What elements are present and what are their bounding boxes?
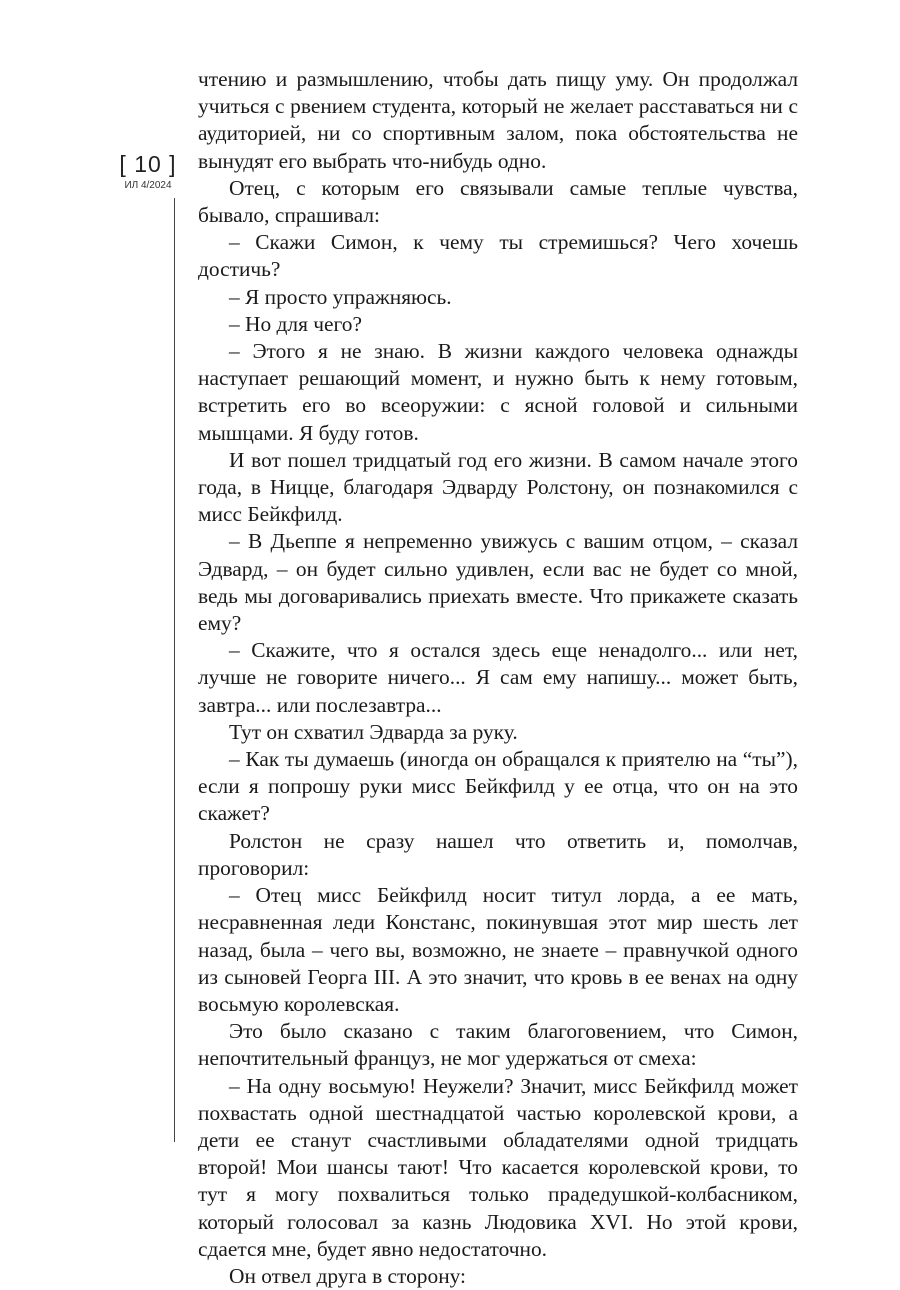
paragraph: Отец, с которым его связывали самые теплые чувства, бывало, спрашивал: bbox=[198, 175, 798, 228]
issue-label: ИЛ 4/2024 bbox=[124, 180, 172, 191]
paragraph: Он отвел друга в сторону: bbox=[229, 1263, 466, 1288]
page-number: [ 10 ] bbox=[119, 151, 177, 177]
paragraph-continued: чтению и размышлению, чтобы дать пищу уму. Он продолжал учиться с рвением студента, который не желает расставаться ни с аудиторией, ни со спортивным залом, пока обстоятельства не вынудят его выбрать что-нибудь одно. bbox=[198, 67, 798, 173]
paragraph: И вот пошел тридцатый год его жизни. В самом начале этого года, в Ницце, благодаря Эдварду Ролстону, он познакомился с мисс Бейкфилд. bbox=[198, 447, 798, 527]
dialogue-line: – Этого я не знаю. В жизни каждого человека однажды наступает решающий момент, и нужно быть к нему готовым, встретить его во всеоружии: с ясной головой и сильными мышцами. Я буду готов. bbox=[198, 339, 798, 445]
paragraph: Тут он схватил Эдварда за руку. bbox=[229, 719, 518, 744]
paragraph: Это было сказано с таким благоговением, что Симон, непочтительный француз, не мог удержаться от смеха: bbox=[198, 1019, 798, 1071]
margin-rule bbox=[174, 198, 175, 1142]
dialogue-line: – Скажи Симон, к чему ты стремишься? Чего хочешь достичь? bbox=[198, 230, 798, 282]
paragraph: Ролстон не сразу нашел что ответить и, помолчав, проговорил: bbox=[198, 828, 798, 880]
dialogue-line: – Как ты думаешь (иногда он обращался к приятелю на “ты”), если я попрошу руки мисс Бейкфилд у ее отца, что он на это скажет? bbox=[198, 747, 798, 826]
page-marker bbox=[108, 150, 188, 192]
text-column bbox=[198, 66, 798, 1290]
dialogue-line: – На одну восьмую! Неужели? Значит, мисс Бейкфилд может похвастать одной шестнадцатой частью королевской крови, а дети ее станут счастливыми обладателями одной тридцать второй! Мои шансы тают! Что касается королевской крови, то тут я могу похвалиться только прадедушкой-колбасником, который голосовал за казнь Людовика XVI. Но этой крови, сдается мне, будет явно недостаточно. bbox=[198, 1073, 798, 1261]
dialogue-line: – В Дьеппе я непременно увижусь с вашим отцом, – сказал Эдвард, – он будет сильно удивлен, если вас не будет со мной, ведь мы договаривались приехать вместе. Что прикажете сказать ему? bbox=[198, 529, 798, 636]
dialogue-line: – Скажите, что я остался здесь еще ненадолго... или нет, лучше не говорите ничего... Я сам ему напишу... может быть, завтра... или послезавтра... bbox=[198, 638, 798, 717]
dialogue-line: – Я просто упражняюсь. bbox=[229, 284, 452, 309]
dialogue-line: – Но для чего? bbox=[229, 311, 362, 336]
dialogue-line: – Отец мисс Бейкфилд носит титул лорда, а ее мать, несравненная леди Констанс, покинувшая этот мир шесть лет назад, была – чего вы, возможно, не знаете – правнучкой одного из сыновей Георга III. А это значит, что кровь в ее венах на одну восьмую королевская. bbox=[198, 883, 798, 1016]
